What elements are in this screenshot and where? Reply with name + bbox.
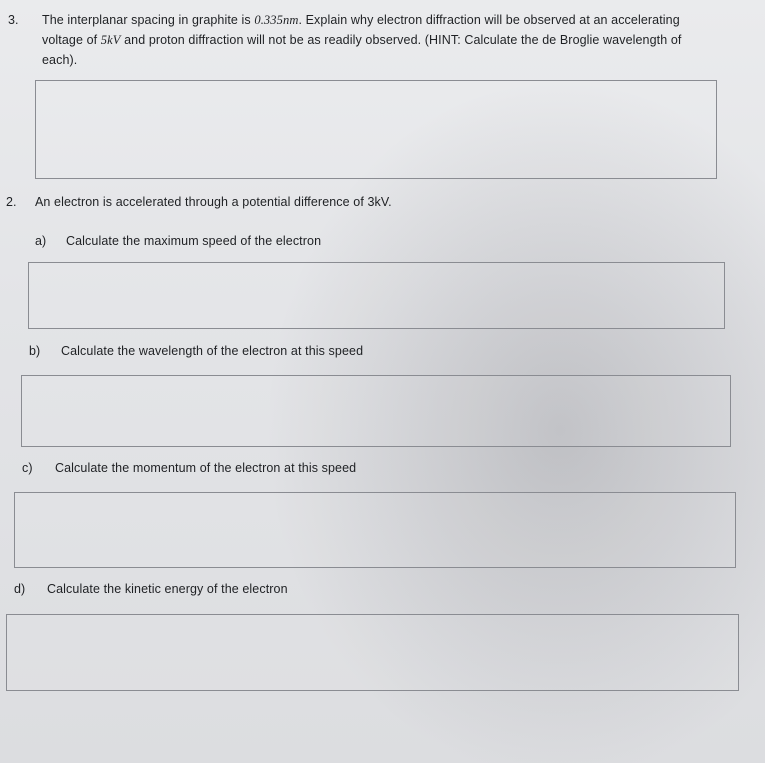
question-3-line-2: voltage of 5kV and proton diffraction will not be as readily observed. (HINT: Calculate the de Broglie wavelength of bbox=[42, 33, 682, 47]
question-2-number: 2. bbox=[6, 195, 17, 209]
part-c-label: c) bbox=[22, 461, 33, 475]
part-b-label: b) bbox=[29, 344, 41, 358]
part-d-answer-box[interactable] bbox=[6, 614, 739, 691]
question-3-line-3: each). bbox=[42, 53, 78, 67]
part-b-answer-box[interactable] bbox=[21, 375, 731, 447]
part-a-answer-box[interactable] bbox=[28, 262, 725, 329]
spacing-value: 0.335nm bbox=[254, 13, 299, 27]
part-c-text: Calculate the momentum of the electron at this speed bbox=[55, 461, 357, 475]
part-d-label: d) bbox=[14, 582, 26, 596]
part-d-text: Calculate the kinetic energy of the electron bbox=[47, 582, 288, 596]
question-2-text: An electron is accelerated through a potential difference of 3kV. bbox=[35, 195, 392, 209]
part-a-label: a) bbox=[35, 234, 47, 248]
question-3-answer-box[interactable] bbox=[35, 80, 717, 179]
voltage-value: 5kV bbox=[100, 33, 121, 47]
question-3-line-1: The interplanar spacing in graphite is 0.335nm. Explain why electron diffraction will be observed at an accelerating bbox=[42, 13, 680, 27]
part-c-answer-box[interactable] bbox=[14, 492, 736, 568]
question-3-text bbox=[42, 10, 752, 70]
part-a-text: Calculate the maximum speed of the electron bbox=[66, 234, 322, 248]
question-3-number: 3. bbox=[8, 13, 19, 27]
part-b-text: Calculate the wavelength of the electron at this speed bbox=[61, 344, 364, 358]
